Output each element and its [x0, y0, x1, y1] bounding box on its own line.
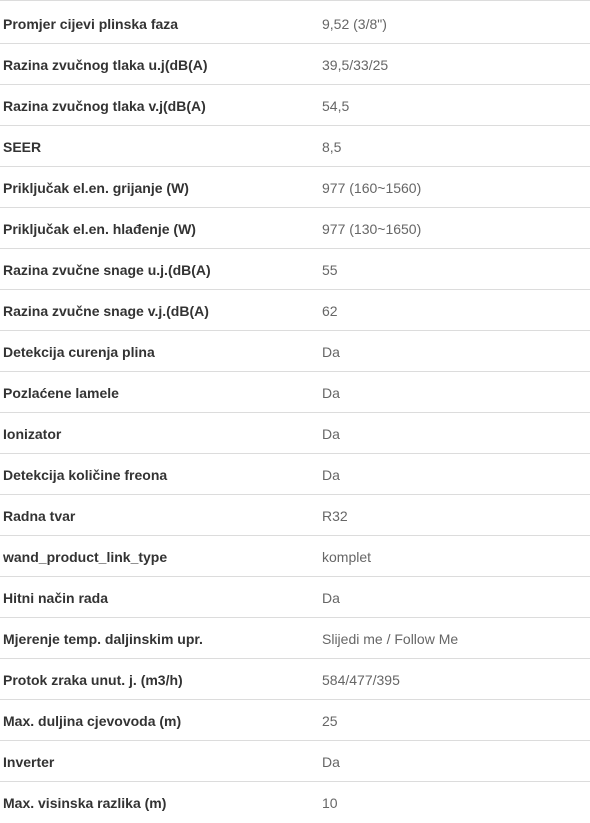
spec-value: 62 — [322, 302, 338, 319]
spec-row — [0, 414, 590, 454]
spec-label: Razina zvučne snage v.j.(dB(A) — [3, 302, 209, 319]
spec-row — [0, 291, 590, 331]
spec-label: Detekcija količine freona — [3, 466, 168, 483]
spec-label: Priključak el.en. hlađenje (W) — [3, 220, 196, 237]
spec-value: komplet — [322, 548, 372, 565]
spec-label: Priključak el.en. grijanje (W) — [3, 179, 189, 196]
spec-row — [0, 496, 590, 536]
spec-value: 977 (160~1560) — [322, 179, 422, 196]
spec-value: Da — [322, 343, 340, 360]
spec-value: 39,5/33/25 — [322, 56, 389, 73]
spec-label: Ionizator — [3, 425, 62, 442]
spec-label: Mjerenje temp. daljinskim upr. — [3, 630, 203, 647]
spec-row — [0, 455, 590, 495]
spec-value: Da — [322, 384, 340, 401]
spec-value: Da — [322, 589, 340, 606]
spec-row — [0, 127, 590, 167]
spec-value: 25 — [322, 712, 338, 729]
spec-label: Inverter — [3, 753, 55, 770]
spec-row — [0, 45, 590, 85]
spec-label: Razina zvučnog tlaka u.j(dB(A) — [3, 56, 208, 73]
spec-label: Razina zvučnog tlaka v.j(dB(A) — [3, 97, 206, 114]
spec-row — [0, 250, 590, 290]
spec-label: Max. visinska razlika (m) — [3, 795, 167, 811]
spec-row — [0, 701, 590, 741]
spec-value: 977 (130~1650) — [322, 220, 422, 237]
spec-label: Radna tvar — [3, 507, 76, 524]
spec-row — [0, 86, 590, 126]
spec-value: Da — [322, 425, 340, 442]
spec-row — [0, 783, 590, 823]
spec-label: Max. duljina cjevovoda (m) — [3, 712, 182, 729]
spec-row — [0, 742, 590, 782]
spec-value: 9,52 (3/8") — [322, 15, 387, 32]
spec-value: 8,5 — [322, 138, 342, 155]
spec-row — [0, 660, 590, 700]
spec-label: Detekcija curenja plina — [3, 343, 155, 360]
spec-value: 55 — [322, 261, 338, 278]
spec-row — [0, 537, 590, 577]
spec-row — [0, 332, 590, 372]
spec-value: Da — [322, 753, 340, 770]
spec-value: 10 — [322, 795, 338, 811]
spec-row — [0, 578, 590, 618]
spec-label: SEER — [3, 138, 42, 155]
spec-label: Hitni način rada — [3, 589, 109, 606]
spec-label: Razina zvučne snage u.j.(dB(A) — [3, 261, 211, 278]
spec-value: R32 — [322, 507, 348, 524]
spec-row — [0, 209, 590, 249]
spec-row — [0, 4, 590, 44]
spec-row — [0, 619, 590, 659]
spec-value: Da — [322, 466, 340, 483]
spec-label: Pozlaćene lamele — [3, 384, 119, 401]
spec-row — [0, 373, 590, 413]
spec-value: Slijedi me / Follow Me — [322, 630, 459, 647]
spec-value: 54,5 — [322, 97, 350, 114]
spec-label: Promjer cijevi plinska faza — [3, 15, 179, 32]
spec-label: wand_product_link_type — [3, 548, 168, 565]
spec-label: Protok zraka unut. j. (m3/h) — [3, 671, 183, 688]
spec-value: 584/477/395 — [322, 671, 400, 688]
spec-row — [0, 168, 590, 208]
